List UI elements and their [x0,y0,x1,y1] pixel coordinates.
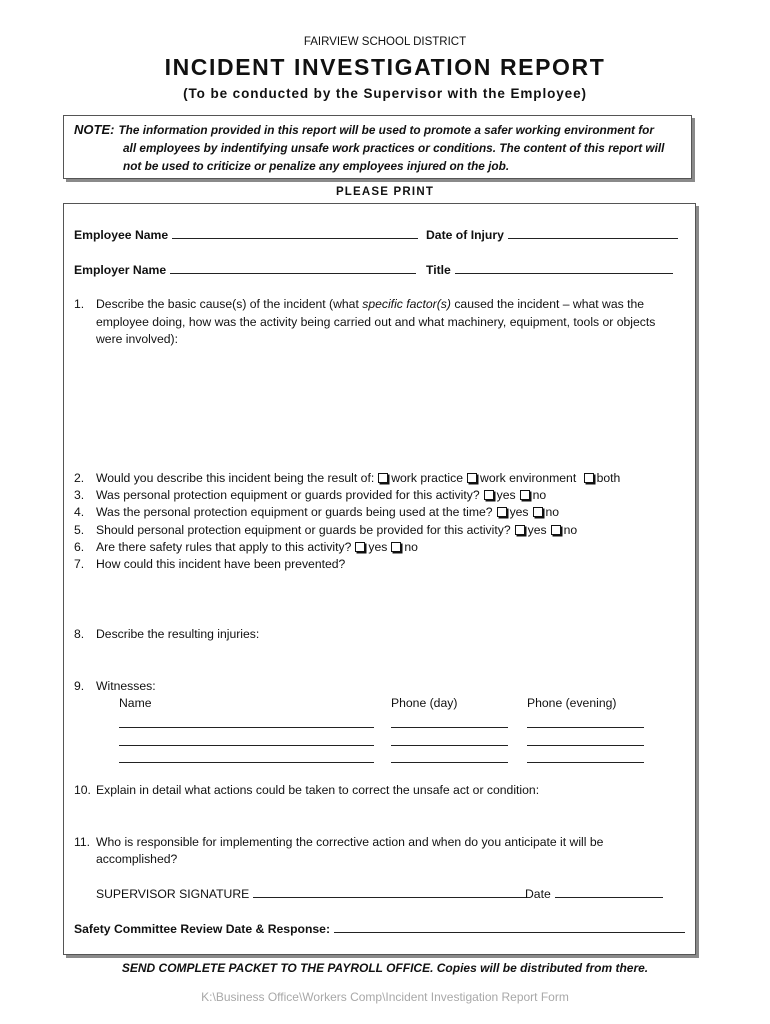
work-environment-label: work environment [480,471,577,485]
note-line-3: not be used to criticize or penalize any employees injured on the job. [123,159,510,173]
q10-text: Explain in detail what actions could be taken to correct the unsafe act or condition: [96,783,540,797]
please-print-label: PLEASE PRINT [335,186,435,198]
note-line-1: The information provided in this report will be used to promote a safer working environment for [118,123,654,137]
q5-row [96,522,577,539]
signature-date-input[interactable] [555,886,663,898]
signature-date-field [525,886,663,903]
q5-yes-label: yes [527,523,547,537]
q4-yes-label: yes [509,505,529,519]
q7-number: 7. [74,557,85,571]
q2-number: 2. [74,471,85,485]
q7-text: How could this incident have been prevented? [96,557,346,571]
work-environment-checkbox[interactable] [467,473,477,483]
q5-number: 5. [74,523,85,537]
q6-no-label: no [404,540,418,554]
q3-no-checkbox[interactable] [520,490,530,500]
note-box [63,115,692,179]
q1-text-a: Describe the basic cause(s) of the incident (what [96,297,363,311]
witness-2-phone-evening-line[interactable] [527,745,644,746]
form-title: INCIDENT INVESTIGATION REPORT [164,54,606,80]
work-practice-checkbox[interactable] [378,473,388,483]
q3-text: Was personal protection equipment or guards provided for this activity? [96,488,480,502]
q2-row [96,470,620,487]
title-field [426,262,673,279]
q9-number: 9. [74,679,85,693]
q4-no-label: no [545,505,560,519]
note-line-2: all employees by indentifying unsafe work practices or conditions. The content of this report will [123,141,665,155]
q6-number: 6. [74,540,85,554]
employee-name-field [74,227,418,244]
witness-2-phone-day-line[interactable] [391,745,508,746]
q4-yes-checkbox[interactable] [497,507,507,517]
both-checkbox[interactable] [584,473,594,483]
form-subtitle: (To be conducted by the Supervisor with the Employee) [183,86,587,101]
witness-3-phone-day-line[interactable] [391,762,508,763]
q9-text: Witnesses: [96,679,156,693]
q6-yes-label: yes [368,540,388,554]
q8-number: 8. [74,627,85,641]
q6-yes-checkbox[interactable] [355,542,365,552]
q6-no-checkbox[interactable] [391,542,401,552]
safety-committee-label: Safety Committee Review Date & Response: [74,922,331,936]
witness-phone-day-header: Phone (day) [391,696,458,710]
q5-no-label: no [563,523,578,537]
q11-number: 11. [74,835,91,849]
witness-3-name-line[interactable] [119,762,374,763]
employee-name-label: Employee Name [74,228,169,242]
employer-name-field [74,262,416,279]
q3-row [96,487,546,504]
supervisor-signature-input[interactable] [253,886,527,898]
q5-no-checkbox[interactable] [551,525,561,535]
send-instructions: SEND COMPLETE PACKET TO THE PAYROLL OFFICE. Copies will be distributed from there. [121,961,649,975]
q1-number: 1. [74,297,85,311]
safety-committee-field [74,921,685,938]
q4-number: 4. [74,505,85,519]
work-practice-label: work practice [391,471,464,485]
safety-committee-input[interactable] [334,921,685,933]
witness-1-name-line[interactable] [119,727,374,728]
q6-row [96,539,418,556]
date-of-injury-input[interactable] [508,227,678,239]
q3-no-label: no [532,488,547,502]
q3-yes-checkbox[interactable] [484,490,494,500]
witness-1-phone-evening-line[interactable] [527,727,644,728]
q8-text: Describe the resulting injuries: [96,627,260,641]
q1-line-3: were involved): [96,332,178,346]
q1-line-1 [96,296,644,313]
both-label: both [596,471,621,485]
q1-text-emphasis: specific factor(s) [362,297,451,311]
witness-phone-evening-header: Phone (evening) [527,696,617,710]
q4-text: Was the personal protection equipment or guards being used at the time? [96,505,493,519]
note-label: NOTE: [74,122,115,137]
employee-name-input[interactable] [172,227,418,239]
signature-date-label: Date [525,887,551,901]
supervisor-signature-field [96,886,527,903]
q3-number: 3. [74,488,85,502]
witness-1-phone-day-line[interactable] [391,727,508,728]
employer-name-input[interactable] [170,262,416,274]
date-of-injury-label: Date of Injury [426,228,504,242]
q11-line-2: accomplished? [96,852,178,866]
q2-text: Would you describe this incident being the result of: [96,471,375,485]
employer-name-label: Employer Name [74,263,167,277]
supervisor-signature-label: SUPERVISOR SIGNATURE [96,887,250,901]
q3-yes-label: yes [496,488,516,502]
witness-2-name-line[interactable] [119,745,374,746]
q5-yes-checkbox[interactable] [515,525,525,535]
q1-line-2: employee doing, how was the activity being carried out and what machinery, equipment, tools or objects [96,315,656,329]
file-path-footer: K:\Business Office\Workers Comp\Incident Investigation Report Form [201,990,569,1004]
q5-text: Should personal protection equipment or guards be provided for this activity? [96,523,511,537]
q11-line-1: Who is responsible for implementing the corrective action and when do you anticipate it will be [96,835,604,849]
q4-no-checkbox[interactable] [533,507,543,517]
title-label: Title [426,263,451,277]
witness-3-phone-evening-line[interactable] [527,762,644,763]
district-name: FAIRVIEW SCHOOL DISTRICT [303,36,467,48]
title-input[interactable] [455,262,673,274]
date-of-injury-field [426,227,678,244]
q4-row [96,504,559,521]
q1-text-b: caused the incident – what was the [450,297,645,311]
q6-text: Are there safety rules that apply to this activity? [96,540,352,554]
q10-number: 10. [74,783,91,797]
witness-name-header: Name [119,696,152,710]
